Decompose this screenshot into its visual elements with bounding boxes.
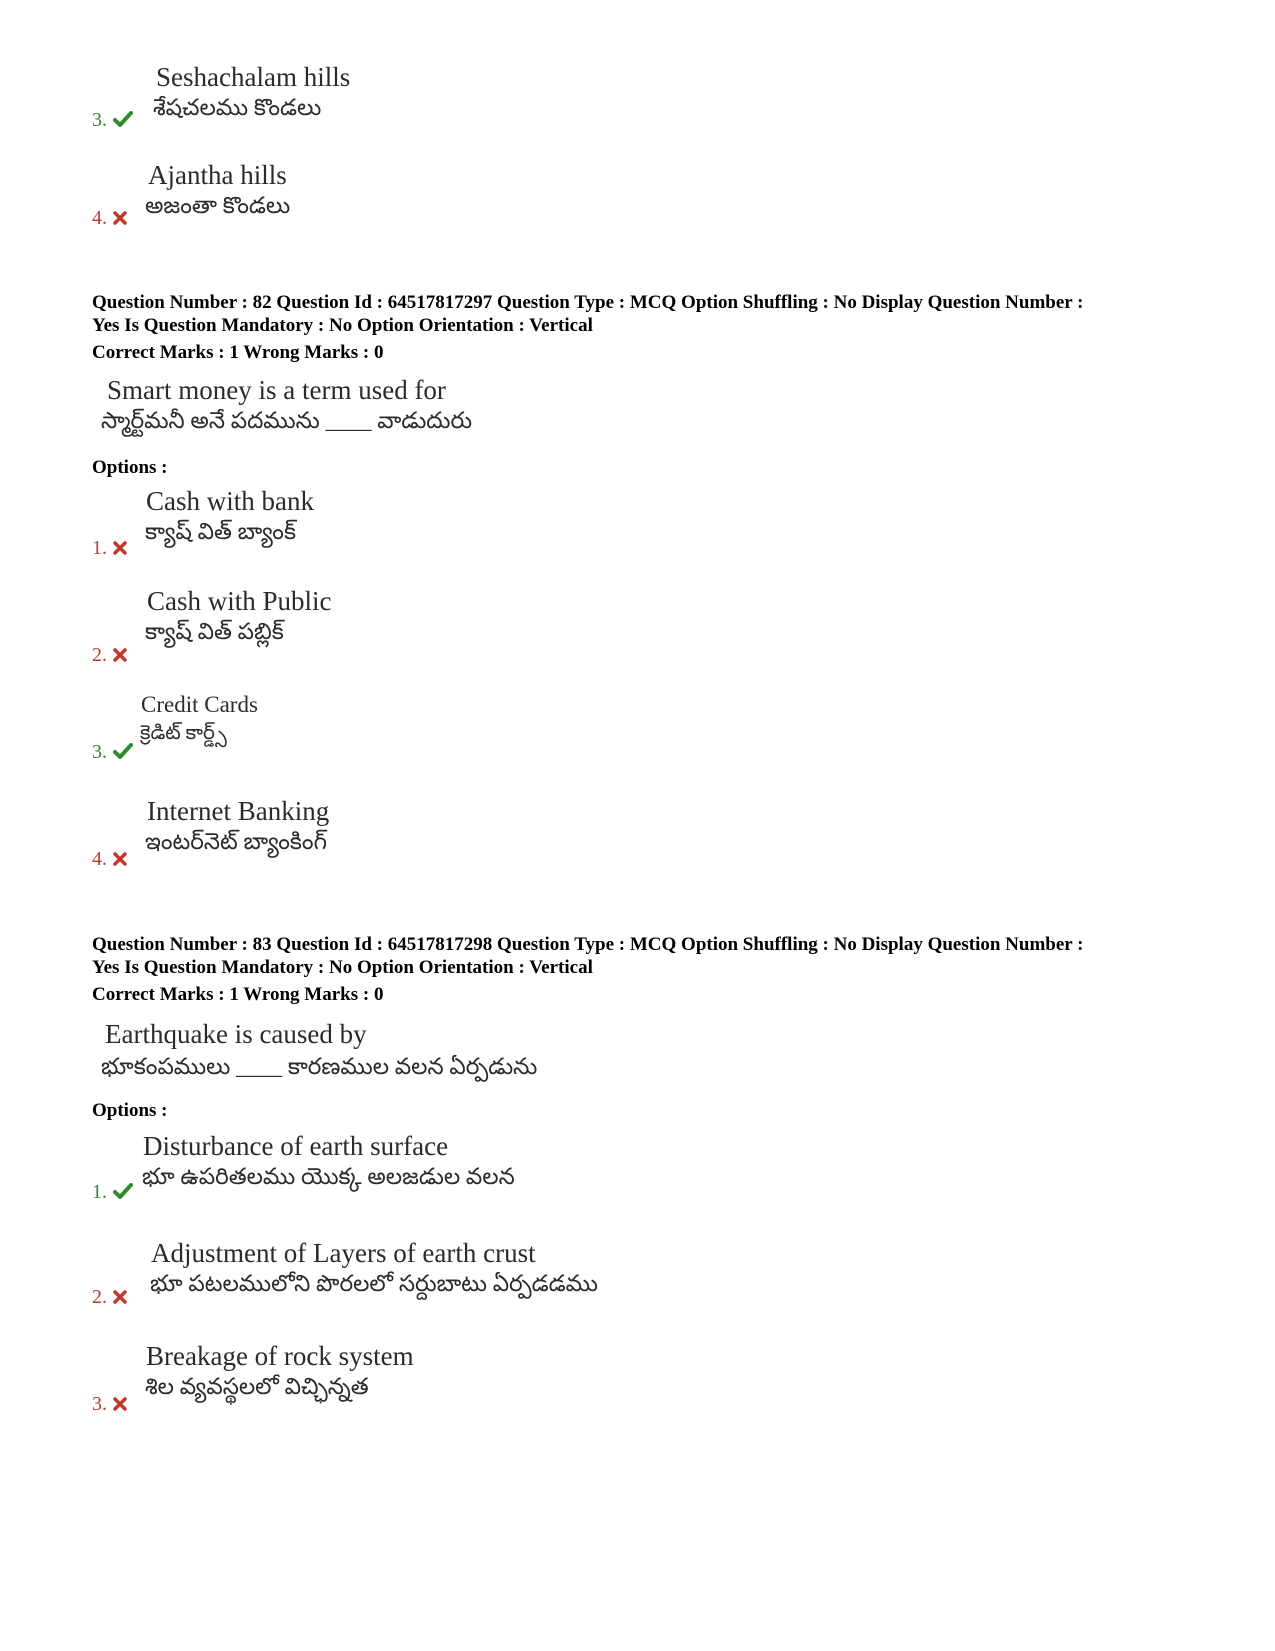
q83-option-3-number: 3.: [92, 1394, 127, 1415]
q82-question-english: Smart money is a term used for: [107, 375, 446, 405]
cross-icon: [113, 209, 127, 229]
q82-option-2-telugu: క్యాష్ విత్ పబ్లిక్: [145, 619, 284, 644]
q83-option-3-english: Breakage of rock system: [146, 1341, 414, 1371]
q83-option-1-number: 1.: [92, 1182, 133, 1203]
check-icon: [113, 743, 133, 763]
q82-option-3-english: Credit Cards: [141, 692, 258, 717]
q82-option-1-telugu: క్యాష్ విత్ బ్యాంక్: [145, 519, 296, 544]
q83-options-label: Options :: [92, 1100, 168, 1121]
cross-icon: [113, 646, 127, 666]
q83-option-1-telugu: భూ ఉపరితలము యొక్క అలజడుల వలన: [142, 1164, 515, 1189]
q83-meta-line1: Question Number : 83 Question Id : 64517817298 Question Type : MCQ Option Shuffling : No Display Question Number :: [92, 934, 1084, 955]
q83-question-telugu: భూకంపములు ____ కారణముల వలన ఏర్పడును: [101, 1054, 538, 1079]
q83-option-1-english: Disturbance of earth surface: [143, 1131, 449, 1161]
check-icon: [113, 1183, 133, 1203]
cross-icon: [113, 1288, 127, 1308]
option-4-number: 4.: [92, 208, 127, 229]
option-3-english: Seshachalam hills: [156, 62, 351, 92]
q82-option-3-number: 3.: [92, 742, 133, 763]
q82-option-1-number: 1.: [92, 538, 127, 559]
q82-option-2-number: 2.: [92, 645, 127, 666]
option-4-telugu: అజంతా కొండలు: [145, 193, 291, 218]
q83-question-english: Earthquake is caused by: [105, 1019, 367, 1049]
cross-icon: [113, 1395, 127, 1415]
q82-option-4-english: Internet Banking: [147, 796, 330, 826]
q82-options-label: Options :: [92, 457, 168, 478]
q82-meta-line1: Question Number : 82 Question Id : 64517817297 Question Type : MCQ Option Shuffling : No Display Question Number :: [92, 292, 1084, 313]
q82-option-4-number: 4.: [92, 849, 127, 870]
cross-icon: [113, 850, 127, 870]
option-3-number: 3.: [92, 110, 133, 131]
q82-option-2-english: Cash with Public: [147, 586, 332, 616]
check-icon: [113, 111, 133, 131]
q82-option-1-english: Cash with bank: [146, 486, 314, 516]
q83-option-2-telugu: భూ పటలములోని పొరలలో సర్దుబాటు ఏర్పడడము: [150, 1271, 598, 1296]
q83-option-2-number: 2.: [92, 1287, 127, 1308]
q82-question-telugu: స్మార్ట్‌మనీ అనే పదమును ____ వాడుదురు: [101, 408, 473, 433]
q83-meta-line2: Yes Is Question Mandatory : No Option Orientation : Vertical: [92, 957, 593, 978]
option-4-english: Ajantha hills: [148, 160, 287, 190]
q82-option-3-telugu: క్రెడిట్ కార్డ్స్: [140, 722, 227, 744]
q82-option-4-telugu: ఇంటర్‌నెట్ బ్యాంకింగ్: [145, 829, 327, 854]
q82-meta-line2: Yes Is Question Mandatory : No Option Orientation : Vertical: [92, 315, 593, 336]
q83-option-2-english: Adjustment of Layers of earth crust: [151, 1238, 536, 1268]
q82-marks: Correct Marks : 1 Wrong Marks : 0: [92, 342, 384, 363]
option-3-telugu: శేషచలము కొండలు: [153, 95, 322, 120]
q83-marks: Correct Marks : 1 Wrong Marks : 0: [92, 984, 384, 1005]
cross-icon: [113, 539, 127, 559]
q83-option-3-telugu: శిల వ్యవస్థలలో విచ్ఛిన్నత: [145, 1374, 369, 1399]
